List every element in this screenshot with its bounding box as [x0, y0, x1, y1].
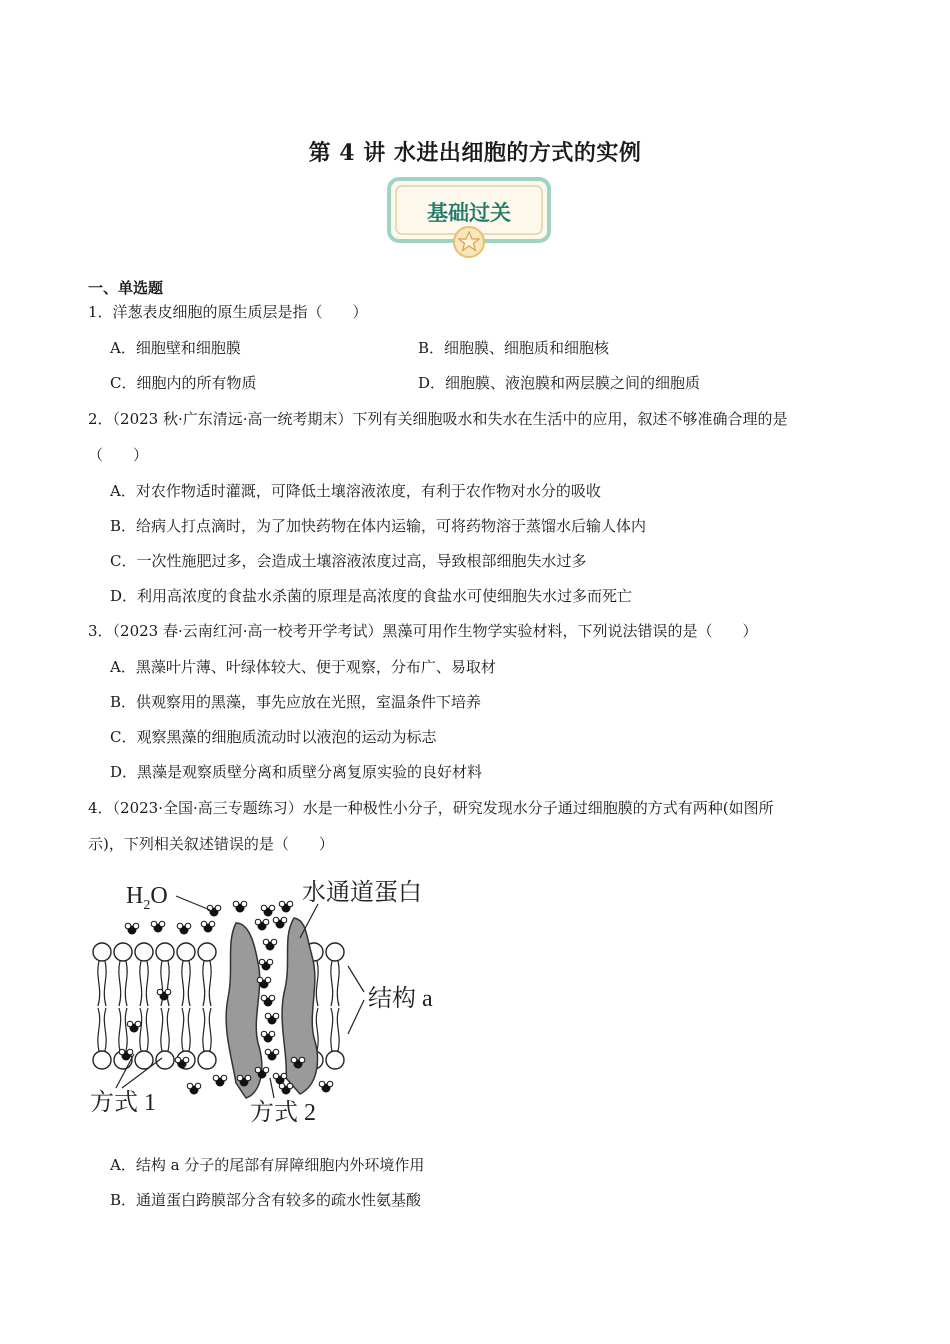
water-molecule-icon	[151, 921, 165, 932]
lipid-head-top	[177, 943, 195, 961]
lipid-tail-bottom	[209, 1008, 211, 1051]
channel-label: 水通道蛋白	[302, 880, 422, 906]
lipid-head-top	[93, 943, 111, 961]
question-1-stem: 1．洋葱表皮细胞的原生质层是指（ ）	[88, 303, 368, 321]
lipid-tail-top	[140, 961, 142, 1006]
lipid-tail-bottom	[140, 1008, 142, 1051]
lipid-tail-top	[203, 961, 205, 1006]
question-4-stem: 4．（2023·全国·高三专题练习）水是一种极性小分子，研究发现水分子通过细胞膜的方式有两种(如图所	[88, 799, 774, 817]
membrane-diagram	[86, 868, 446, 1130]
water-molecule-icon	[255, 919, 269, 930]
page-title: 第 4 讲 水进出细胞的方式的实例	[308, 140, 642, 166]
q1-option-a: A．细胞壁和细胞膜	[110, 339, 241, 357]
lipid-head-bottom	[326, 1051, 344, 1069]
water-molecule-icon	[265, 1049, 279, 1060]
q2-option-c: C．一次性施肥过多，会造成土壤溶液浓度过高，导致根部细胞失水过多	[110, 552, 587, 570]
water-molecule-icon	[233, 901, 247, 912]
lipid-tail-top	[119, 961, 121, 1006]
lipid-tail-top	[188, 961, 190, 1006]
lipid-tail-top	[316, 961, 318, 1006]
lipid-tail-bottom	[167, 1008, 169, 1051]
water-molecule-icon	[125, 923, 139, 934]
water-molecule-icon	[261, 1031, 275, 1042]
q3-option-b: B．供观察用的黑藻，事先应放在光照，室温条件下培养	[110, 693, 482, 711]
structure-pointer-2	[348, 1000, 364, 1034]
water-molecule-icon	[177, 923, 191, 934]
lipid-tail-bottom	[161, 1008, 163, 1051]
lipid-tail-bottom	[331, 1008, 333, 1051]
lipid-tail-top	[125, 961, 127, 1006]
lipid-tail-bottom	[98, 1008, 100, 1051]
water-molecule-icon	[263, 939, 277, 950]
water-molecule-icon	[201, 921, 215, 932]
lipid-tail-top	[209, 961, 211, 1006]
lipid-tail-bottom	[337, 1008, 339, 1051]
water-molecule-icon	[273, 1073, 287, 1084]
q4-option-b: B．通道蛋白跨膜部分含有较多的疏水性氨基酸	[110, 1191, 422, 1209]
water-molecule-icon	[127, 1021, 141, 1032]
badge-label: 基础过关	[427, 201, 511, 225]
water-molecule-icon	[261, 995, 275, 1006]
water-molecule-icon	[279, 901, 293, 912]
structure-pointer-1	[348, 966, 364, 992]
q3-option-c: C．观察黑藻的细胞质流动时以液泡的运动为标志	[110, 728, 437, 746]
structure-label: 结构 a	[368, 986, 433, 1012]
lipid-head-top	[135, 943, 153, 961]
question-3-stem: 3．（2023 春·云南红河·高一校考开学考试）黑藻可用作生物学实验材料，下列说法错误的是（ ）	[88, 622, 758, 640]
channel-pointer	[300, 904, 318, 938]
lipid-tail-top	[98, 961, 100, 1006]
lipid-head-top	[326, 943, 344, 961]
q1-option-b: B．细胞膜、细胞质和细胞核	[418, 339, 610, 357]
q3-option-a: A．黑藻叶片薄、叶绿体较大、便于观察，分布广、易取材	[110, 658, 496, 676]
q2-option-b: B．给病人打点滴时，为了加快药物在体内运输，可将药物溶于蒸馏水后输人体内	[110, 517, 647, 535]
lipid-tail-bottom	[146, 1008, 148, 1051]
lipid-tail-top	[182, 961, 184, 1006]
water-molecule-icon	[319, 1081, 333, 1092]
q4-option-a: A．结构 a 分子的尾部有屏障细胞内外环境作用	[110, 1156, 425, 1174]
lipid-tail-bottom	[182, 1008, 184, 1051]
lipid-tail-bottom	[125, 1008, 127, 1051]
water-molecule-icon	[261, 905, 275, 916]
question-2-stem: 2．（2023 秋·广东清远·高一统考期末）下列有关细胞吸水和失水在生活中的应用，叙述不够准确合理的是	[88, 410, 788, 428]
lipid-tail-bottom	[119, 1008, 121, 1051]
mode1-label: 方式 1	[90, 1090, 156, 1116]
h2o-pointer	[176, 896, 210, 910]
water-molecule-icon	[273, 917, 287, 928]
section-badge	[386, 176, 552, 258]
q2-option-a: A．对农作物适时灌溉，可降低土壤溶液浓度，有利于农作物对水分的吸收	[110, 482, 601, 500]
lipid-tail-bottom	[188, 1008, 190, 1051]
q3-option-d: D．黑藻是观察质壁分离和质壁分离复原实验的良好材料	[110, 763, 483, 781]
lipid-tail-top	[146, 961, 148, 1006]
lipid-tail-top	[331, 961, 333, 1006]
q1-option-c: C．细胞内的所有物质	[110, 374, 257, 392]
mode2-pointer	[270, 1078, 274, 1098]
lipid-tail-top	[104, 961, 106, 1006]
lipid-tail-top	[167, 961, 169, 1006]
lipid-head-bottom	[198, 1051, 216, 1069]
lipid-head-bottom	[93, 1051, 111, 1069]
water-molecule-icon	[213, 1075, 227, 1086]
mode2-label: 方式 2	[250, 1100, 316, 1126]
section-heading: 一、单选题	[88, 279, 164, 297]
water-molecule-icon	[157, 989, 171, 1000]
q2-option-d: D．利用高浓度的食盐水杀菌的原理是高浓度的食盐水可使细胞失水过多而死亡	[110, 587, 633, 605]
water-molecule-icon	[265, 1013, 279, 1024]
question-4-stem-cont: 示)，下列相关叙述错误的是（ ）	[88, 835, 334, 853]
question-2-stem-cont: （ ）	[88, 446, 149, 464]
lipid-tail-bottom	[104, 1008, 106, 1051]
h2o-label: $H_2O$	[126, 883, 168, 913]
q1-option-d: D．细胞膜、液泡膜和两层膜之间的细胞质	[418, 374, 701, 392]
water-molecule-icon	[187, 1083, 201, 1094]
water-molecule-icon	[207, 905, 221, 916]
water-molecule-icon	[279, 1083, 293, 1094]
lipid-tail-bottom	[203, 1008, 205, 1051]
lipid-head-top	[198, 943, 216, 961]
lipid-head-top	[114, 943, 132, 961]
water-molecule-icon	[259, 959, 273, 970]
lipid-head-top	[156, 943, 174, 961]
lipid-tail-top	[337, 961, 339, 1006]
